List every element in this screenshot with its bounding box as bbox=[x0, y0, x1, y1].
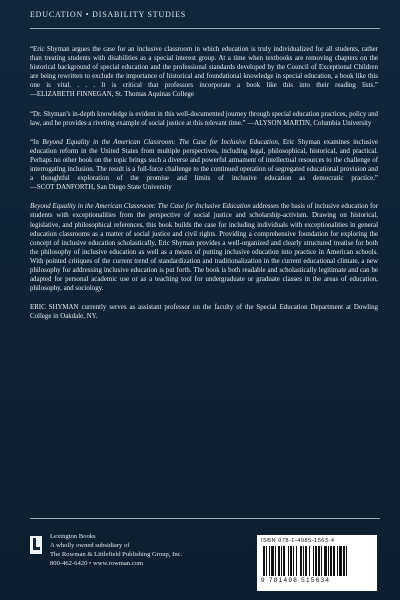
endorsement-attribution: —SCOT DANFORTH, San Diego State University bbox=[30, 184, 172, 192]
author-bio: ERIC SHYMAN currently serves as assistant professor on the faculty of the Special Education Department at Dowling College in Oakdale, NY. bbox=[30, 304, 378, 321]
publisher-line: A wholly owned subsidiary of bbox=[50, 542, 130, 549]
endorsement-text: “Eric Shyman argues the case for an inclusive classroom in which education is truly individualized for all students, rather than treating students with disabilities as a special interest group. At a time when textbooks are removing chapters on the historical background of special education and the professional standards developed by the Council of Exceptional Children are being rewritten to exclude the importance of historical and foundational knowledge in special education, a book like this one is vital. . . . It is critical that professors incorporate a book like this into their reading lists.” bbox=[30, 46, 378, 90]
category-label: EDUCATION • DISABILITY STUDIES bbox=[30, 10, 187, 19]
endorsement-attribution: —ELIZABETH FINNEGAN, St. Thomas Aquinas College bbox=[30, 91, 194, 99]
publisher-block bbox=[30, 532, 190, 568]
endorsement-attribution: —ALYSON MARTIN, Columbia University bbox=[247, 119, 372, 127]
endorsement-2 bbox=[30, 110, 378, 128]
book-title-italic: Beyond Equality in the American Classroom: The Case for Inclusive Education bbox=[42, 138, 278, 146]
publisher-name: Lexington Books bbox=[50, 533, 96, 540]
isbn-label: ISBN 978-1-4985-1563-4 bbox=[261, 538, 335, 544]
endorsement-1 bbox=[30, 45, 378, 100]
publisher-line: The Rowman & Littlefield Publishing Group, Inc. bbox=[50, 551, 183, 558]
top-divider bbox=[30, 28, 380, 29]
publisher-contact: 800-462-6420 • www.rowman.com bbox=[50, 560, 144, 567]
cover-text bbox=[30, 45, 378, 331]
endorsement-open: “In bbox=[30, 138, 43, 146]
book-title-italic: Beyond Equality in the American Classroom: The Case for Inclusive Education bbox=[30, 203, 251, 211]
book-description bbox=[30, 202, 378, 293]
endorsement-text: , Eric Shyman examines inclusive education reform in the United States from multiple perspectives, including legal, philosophical, historical, and practical. Perhaps no other book on the topic brings such a diverse and powerful armament of intellectual resources to the challenge of interrogating inclusion. The result is a full-force challenge to the continued operation of segregated educational provision and a thoughtful exploration of the promise and limits of inclusive education as democratic practice.” bbox=[30, 138, 378, 183]
barcode-digits: 9 781498 515634 bbox=[261, 577, 331, 584]
endorsement-3 bbox=[30, 138, 378, 193]
bottom-divider bbox=[30, 518, 380, 519]
description-text: addresses the basis of inclusive education for students with exceptionalities from the perspective of social justice and scholarship-activism. Drawing on historical, legislative, and philosophical references, this book builds the case for including individuals with exceptionalities in general education classrooms as a matter of social justice and civil rights. Providing a comprehensive foundation for exploring the concept of inclusive education scholastically, Eric Shyman provides a well-organized and clearly structured treatise for both the philosophy of inclusive education as well as a means of putting inclusive education into practice in American schools. With pointed critiques of the current trend of standardization and traditionalization in the current educational climate, a new philosophy for addressing inclusive education is put forth. The book is both readable and scholastically legitimate and can be adapted for personal academic use or as a teaching tool for undergraduate or graduate classes in the areas of education, philosophy, and sociology. bbox=[30, 203, 379, 293]
publisher-logo-icon bbox=[30, 536, 42, 554]
barcode bbox=[257, 535, 377, 591]
endorsement-text: “Dr. Shyman’s in-depth knowledge is evident in this well-documented journey through special education practices, policy and law, and he provides a riveting example of social justice at this relevant time.” bbox=[30, 110, 378, 127]
barcode-bars bbox=[261, 546, 373, 576]
